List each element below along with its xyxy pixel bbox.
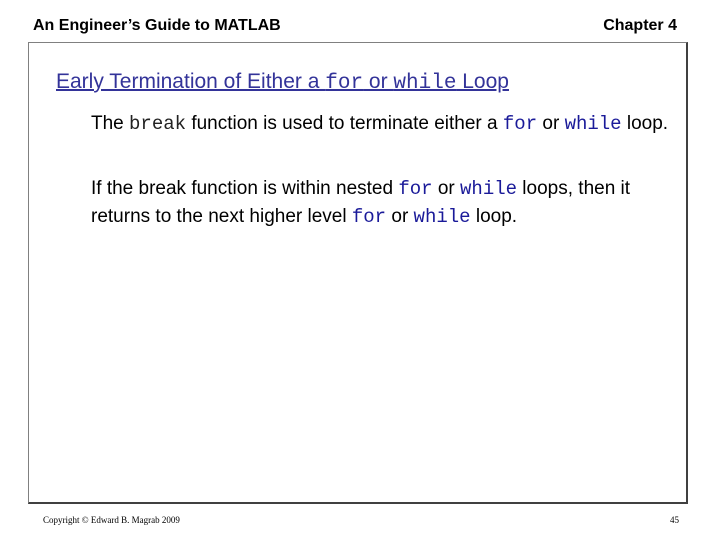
code-keyword-for: for [398, 178, 433, 200]
paragraph-text: loops, then it returns to the next higher level [91, 178, 631, 227]
code-keyword-break: break [129, 113, 187, 135]
paragraph-text: loop. [470, 206, 518, 227]
paragraph-text: or [386, 206, 414, 227]
title-keyword-for: for [325, 72, 364, 95]
code-keyword-while: while [460, 178, 518, 200]
code-keyword-for: for [502, 113, 538, 135]
code-keyword-for: for [351, 206, 387, 228]
book-title: An Engineer’s Guide to MATLAB [33, 17, 281, 34]
paragraph-text: If the break function is within nested [91, 178, 399, 199]
paragraph-text: loop. [621, 113, 669, 134]
paragraph-text: function is used to terminate either a [186, 113, 503, 134]
chapter-label: Chapter 4 [603, 17, 677, 34]
title-text: or [363, 70, 394, 93]
title-text: Early Termination of Either a [56, 70, 326, 93]
code-keyword-while: while [413, 206, 471, 228]
paragraph-break-usage [91, 110, 681, 138]
paragraph-text: or [432, 178, 461, 199]
title-text: Loop [456, 70, 509, 93]
paragraph-text: The [91, 113, 130, 134]
title-keyword-while: while [393, 72, 457, 95]
slide-title [56, 70, 509, 95]
page-number: 45 [670, 515, 679, 525]
paragraph-nested-loops [91, 175, 681, 231]
code-keyword-while: while [564, 113, 622, 135]
copyright-notice: Copyright © Edward B. Magrab 2009 [43, 515, 180, 525]
paragraph-text: or [537, 113, 565, 134]
